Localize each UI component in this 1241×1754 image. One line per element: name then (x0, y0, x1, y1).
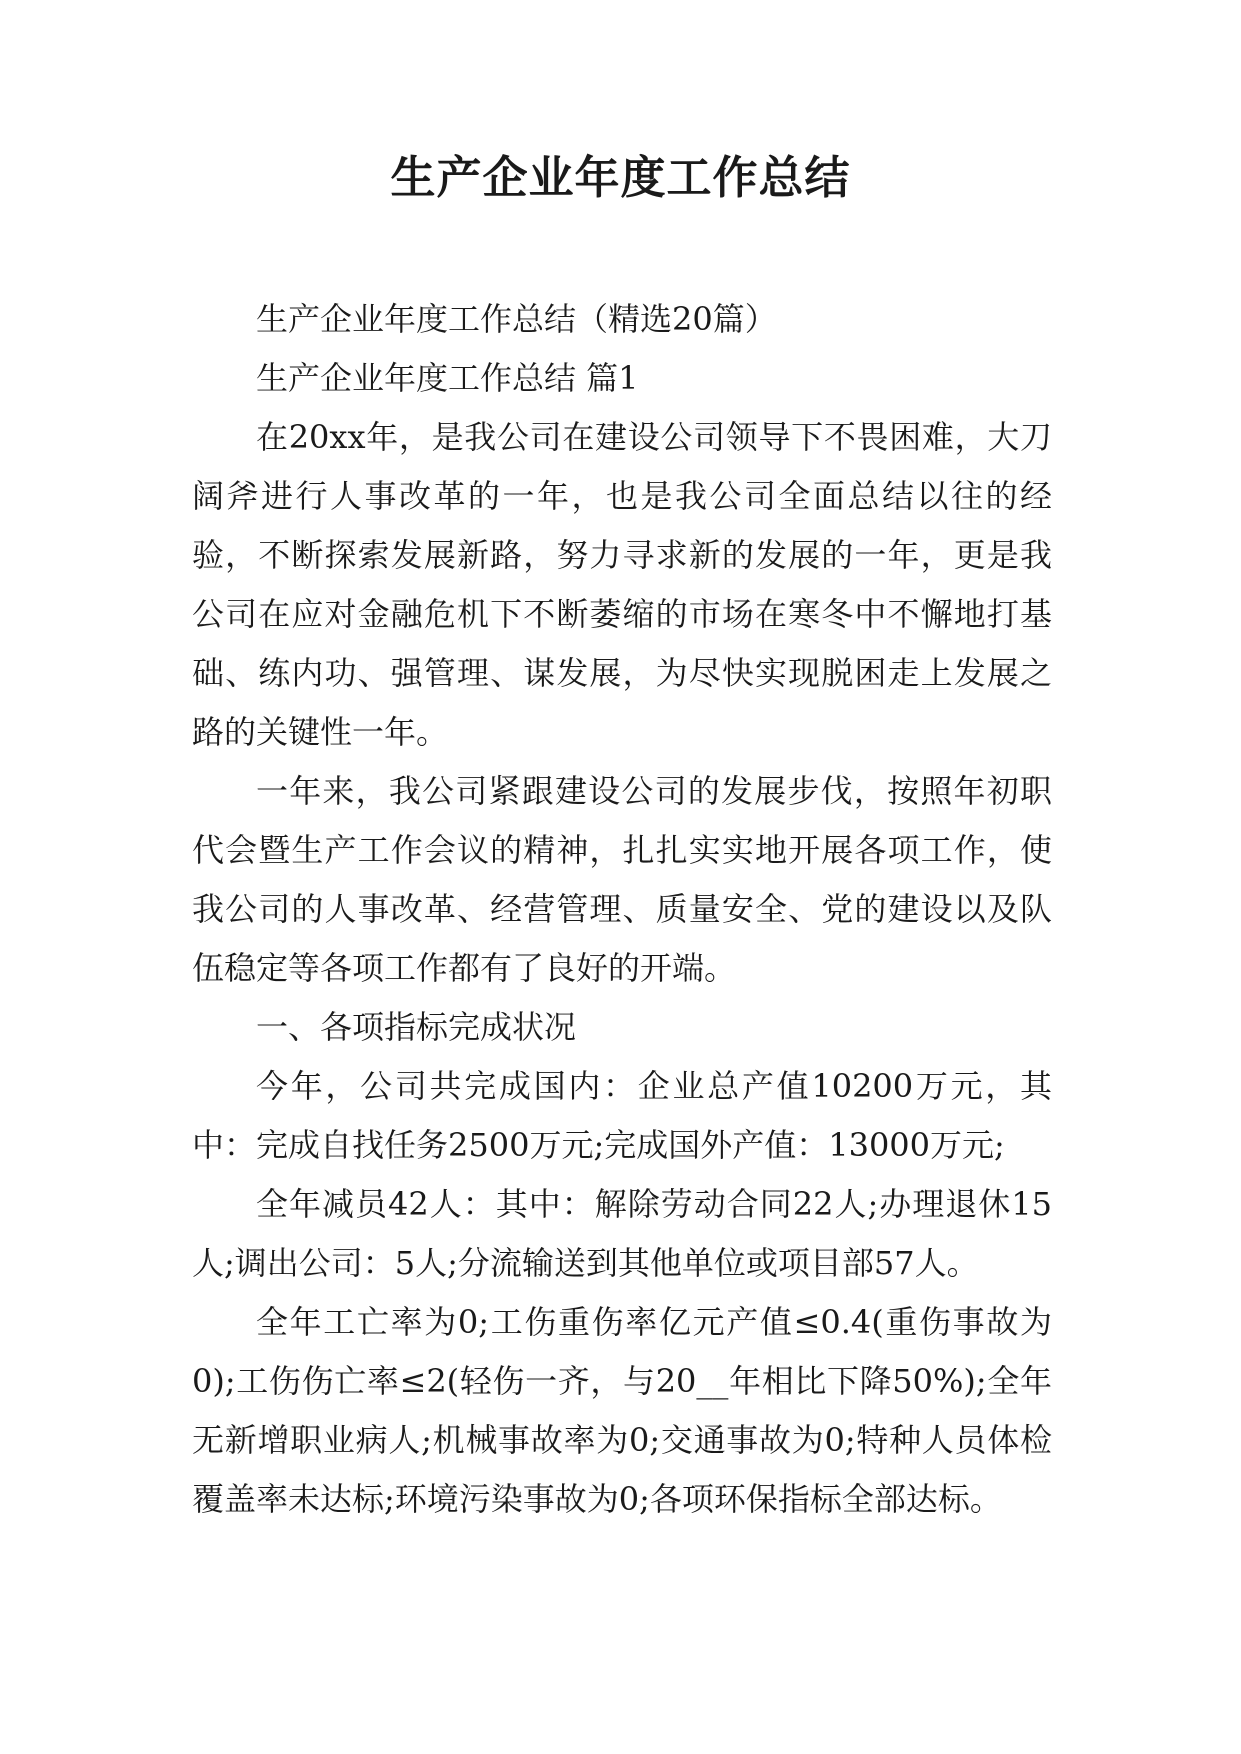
document-body (192, 290, 1052, 1529)
paragraph-section-heading: 生产企业年度工作总结 篇1 (256, 359, 639, 397)
paragraph: 今年，公司共完成国内：企业总产值10200万元，其中：完成自找任务2500万元;完成国外产值：13000万元; (192, 1067, 1052, 1164)
paragraph: 一年来，我公司紧跟建设公司的发展步伐，按照年初职代会暨生产工作会议的精神，扎扎实实地开展各项工作，使我公司的人事改革、经营管理、质量安全、党的建设以及队伍稳定等各项工作都有了良好的开端。 (192, 772, 1052, 987)
paragraph: 全年减员42人：其中：解除劳动合同22人;办理退休15人;调出公司：5人;分流输送到其他单位或项目部57人。 (192, 1185, 1052, 1282)
paragraph: 全年工亡率为0;工伤重伤率亿元产值≤0.4(重伤事故为0);工伤伤亡率≤2(轻伤一齐，与20__年相比下降50%);全年无新增职业病人;机械事故率为0;交通事故为0;特种人员体检覆盖率未达标;环境污染事故为0;各项环保指标全部达标。 (192, 1303, 1052, 1518)
paragraph: 在20xx年，是我公司在建设公司领导下不畏困难，大刀阔斧进行人事改革的一年，也是我公司全面总结以往的经验，不断探索发展新路，努力寻求新的发展的一年，更是我公司在应对金融危机下不断萎缩的市场在寒冬中不懈地打基础、练内功、强管理、谋发展，为尽快实现脱困走上发展之路的关键性一年。 (192, 418, 1052, 751)
document-title: 生产企业年度工作总结 (390, 151, 851, 204)
paragraph-subtitle: 生产企业年度工作总结（精选20篇） (256, 300, 777, 338)
paragraph-heading: 一、各项指标完成状况 (256, 1008, 577, 1046)
